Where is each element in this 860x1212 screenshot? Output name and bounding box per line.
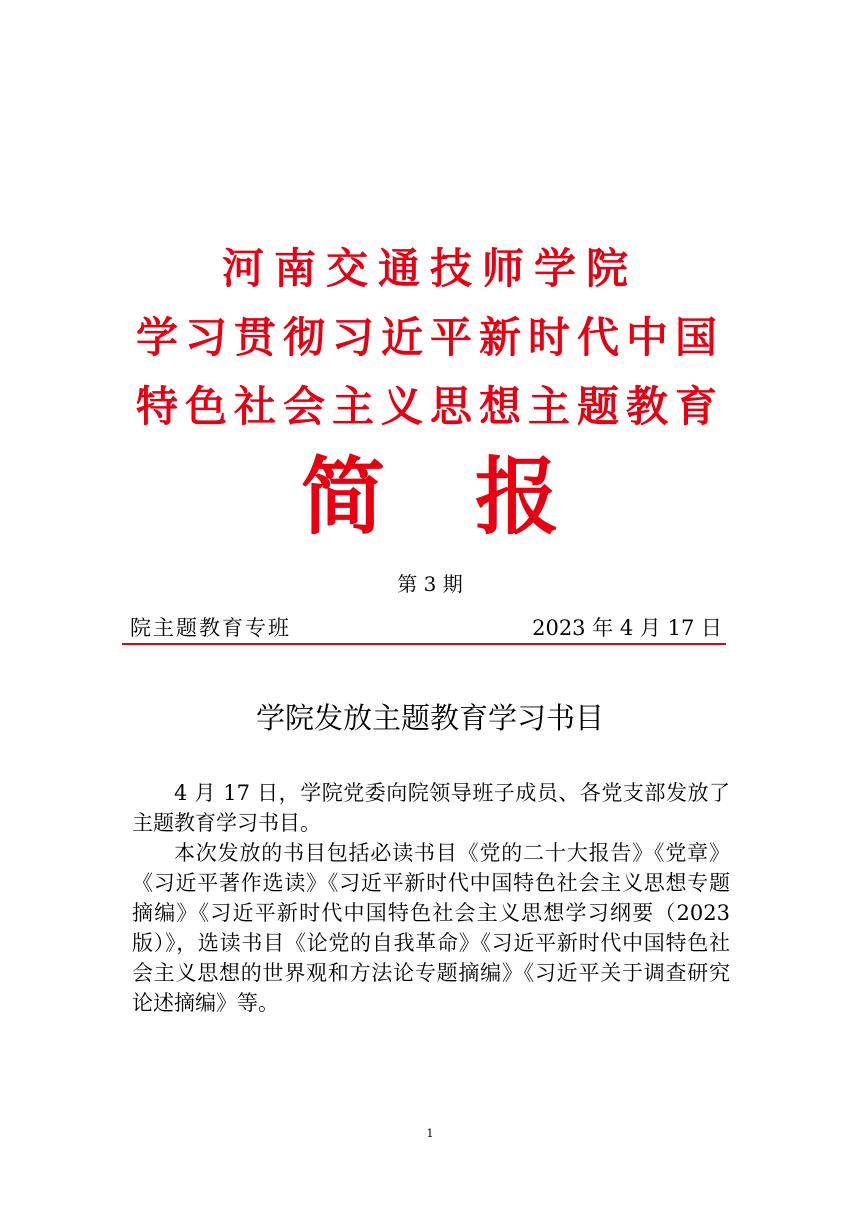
article-body — [132, 778, 730, 1018]
page-number: 1 — [426, 1127, 434, 1140]
red-divider-rule — [122, 643, 726, 645]
issuer-label: 院主题教育专班 — [130, 616, 291, 640]
issue-date: 2023 年 4 月 17 日 — [532, 616, 722, 640]
brief-title: 简报 — [300, 447, 649, 546]
article-paragraph: 4 月 17 日，学院党委向院领导班子成员、各党支部发放了主题教育学习书目。 — [132, 781, 730, 835]
issue-number: 第 3 期 — [397, 572, 463, 596]
masthead-institution: 河南交通技师学院 — [221, 244, 638, 293]
masthead-subtitle-line-2: 特色社会主义思想主题教育 — [135, 382, 724, 431]
masthead-subtitle-line-1: 学习贯彻习近平新时代中国 — [135, 313, 724, 362]
article-paragraph: 本次发放的书目包括必读书目《党的二十大报告》《党章》《习近平著作选读》《习近平新时代中国特色社会主义思想专题摘编》《习近平新时代中国特色社会主义思想学习纲要（2023 版）》，选读书目《论党的自我革命》《习近平新时代中国特色社会主义思想的世界观和方法论专题摘编》《习近平关于调查研究论述摘编》等。 — [132, 841, 730, 1015]
article-title: 学院发放主题教育学习书目 — [255, 701, 604, 735]
